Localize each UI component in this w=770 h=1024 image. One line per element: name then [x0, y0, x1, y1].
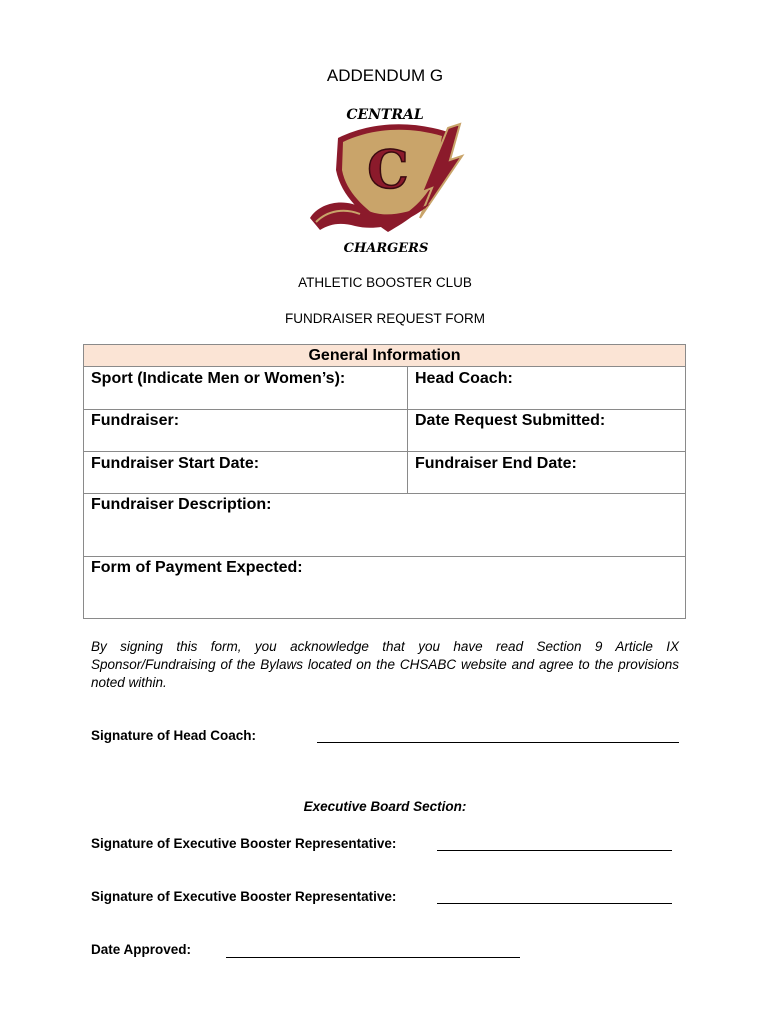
head-coach-label: Head Coach: [415, 370, 513, 387]
executive-board-section-title: Executive Board Section: [303, 799, 467, 814]
fundraiser-label: Fundraiser: [91, 412, 180, 429]
date-approved-line[interactable] [226, 957, 520, 958]
form-title: FUNDRAISER REQUEST FORM [284, 311, 485, 326]
acknowledgement-text: By signing this form, you acknowledge that you have read Section 9 Article IX Sponsor/Fundraising of the Bylaws located on the CHSABC website and agree to the provisions noted within. [91, 639, 679, 690]
start-date-label: Fundraiser Start Date: [91, 455, 260, 472]
row-divider [84, 451, 685, 452]
logo-top-text: CENTRAL [346, 107, 424, 123]
head-coach-signature-label: Signature of Head Coach: [91, 728, 257, 743]
head-coach-signature-line[interactable] [317, 742, 679, 743]
date-submitted-label: Date Request Submitted: [415, 412, 606, 429]
logo-bottom-text: CHARGERS [343, 241, 429, 256]
exec-rep-signature-label-1: Signature of Executive Booster Representative: [91, 836, 397, 851]
description-label: Fundraiser Description: [91, 496, 272, 513]
central-chargers-logo [300, 100, 470, 260]
payment-label: Form of Payment Expected: [91, 559, 303, 576]
row-divider [84, 493, 685, 494]
column-divider [407, 367, 408, 494]
row-divider [84, 556, 685, 557]
exec-rep-signature-line-1[interactable] [437, 850, 672, 851]
addendum-title: ADDENDUM G [326, 66, 444, 85]
exec-rep-signature-label-2: Signature of Executive Booster Representative: [91, 889, 397, 904]
general-information-table [83, 344, 686, 619]
general-information-header: General Information [84, 345, 685, 367]
exec-rep-signature-line-2[interactable] [437, 903, 672, 904]
row-divider [84, 409, 685, 410]
logo-letter: C [367, 140, 409, 201]
end-date-label: Fundraiser End Date: [415, 455, 577, 472]
sport-label: Sport (Indicate Men or Women’s): [91, 370, 346, 387]
date-approved-label: Date Approved: [91, 942, 192, 957]
club-name: ATHLETIC BOOSTER CLUB [298, 275, 472, 290]
